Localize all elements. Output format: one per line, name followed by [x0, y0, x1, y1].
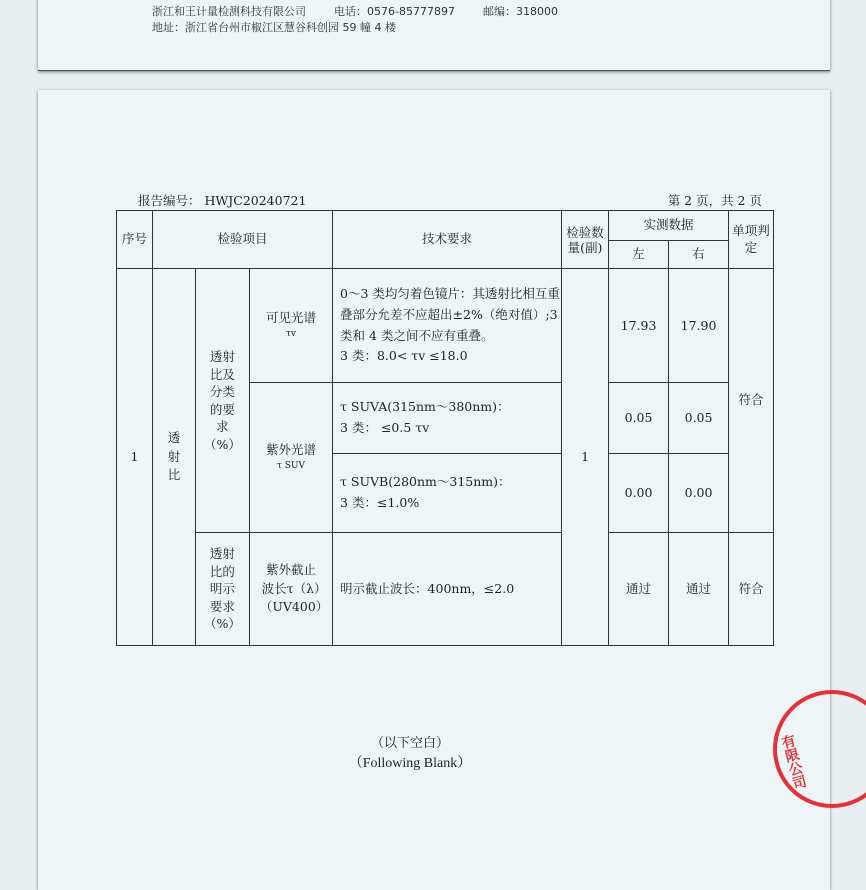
cutoff-result: 符合 [729, 533, 774, 646]
group2-label: 透射比的明示要求（%） [196, 533, 250, 646]
following-blank-cn: （以下空白） [370, 736, 449, 751]
visible-symbol: τv [285, 329, 296, 340]
req-line: 3 类： ≤0.5 τv [340, 420, 430, 435]
uv-spectrum [249, 383, 332, 533]
suvb-requirement [333, 454, 562, 533]
company-seal [773, 690, 866, 808]
category: 透射比 [153, 269, 196, 646]
page-number: 第 2 页，共 2 页 [667, 193, 762, 208]
header-seq: 序号 [117, 211, 153, 269]
visible-right: 17.90 [669, 269, 729, 383]
suva-left: 0.05 [609, 383, 669, 454]
previous-page [38, 0, 830, 71]
phone: 电话：0576-85777897 [334, 5, 455, 18]
visible-left: 17.93 [609, 269, 669, 383]
inspection-table [116, 210, 774, 646]
visible-requirement [333, 269, 562, 383]
header-right: 右 [669, 241, 729, 269]
header-measured: 实测数据 [609, 211, 729, 241]
header-judgement: 单项判定 [729, 211, 774, 269]
seq: 1 [117, 269, 153, 646]
cutoff-name: 紫外截止波长τ（λ）（UV400） [249, 533, 332, 646]
group1-label: 透射比及分类的要求（%） [196, 269, 250, 533]
suva-right: 0.05 [669, 383, 729, 454]
uv-name: 紫外光谱 [265, 442, 316, 458]
header-qty: 检验数量(副) [562, 211, 609, 269]
report-number [138, 191, 306, 209]
qty: 1 [562, 269, 609, 646]
group1-result: 符合 [729, 269, 774, 533]
visible-spectrum [249, 269, 332, 383]
seal-text: 有限公司 [778, 732, 808, 792]
req-line: τ SUVB(280nm～315nm)： [340, 474, 511, 490]
header-requirement: 技术要求 [333, 211, 562, 269]
postcode: 邮编：318000 [482, 5, 558, 18]
header-item: 检验项目 [153, 211, 333, 269]
report-number-value: HWJC20240721 [204, 193, 307, 208]
req-line: τ SUVA(315nm～380nm)： [340, 399, 510, 415]
cutoff-requirement: 明示截止波长：400nm，≤2.0 [333, 533, 562, 646]
following-blank-en: （Following Blank） [348, 756, 472, 771]
cutoff-right: 通过 [669, 533, 729, 646]
company: 浙江和王计量检测科技有限公司 [152, 5, 306, 18]
cutoff-left: 通过 [609, 533, 669, 646]
uv-symbol: τ SUV [276, 461, 305, 472]
report-page [38, 90, 830, 890]
suvb-right: 0.00 [669, 454, 729, 533]
address: 地址：浙江省台州市椒江区慧谷科创园 59 幢 4 楼 [152, 21, 396, 34]
report-number-label: 报告编号： [138, 193, 201, 208]
suva-requirement [333, 383, 562, 454]
req-line: 3 类：≤1.0% [340, 495, 420, 510]
visible-name: 可见光谱 [265, 310, 316, 326]
suvb-left: 0.00 [609, 454, 669, 533]
header-left: 左 [609, 241, 669, 269]
req-line: 0～3 类均匀着色镜片：其透射比相互重叠部分允差不应超出±2%（绝对值）;3 类和 4 类之间不应有重叠。 [340, 286, 560, 343]
company-line [152, 3, 558, 19]
req-line: 3 类：8.0< τv ≤18.0 [340, 348, 468, 364]
